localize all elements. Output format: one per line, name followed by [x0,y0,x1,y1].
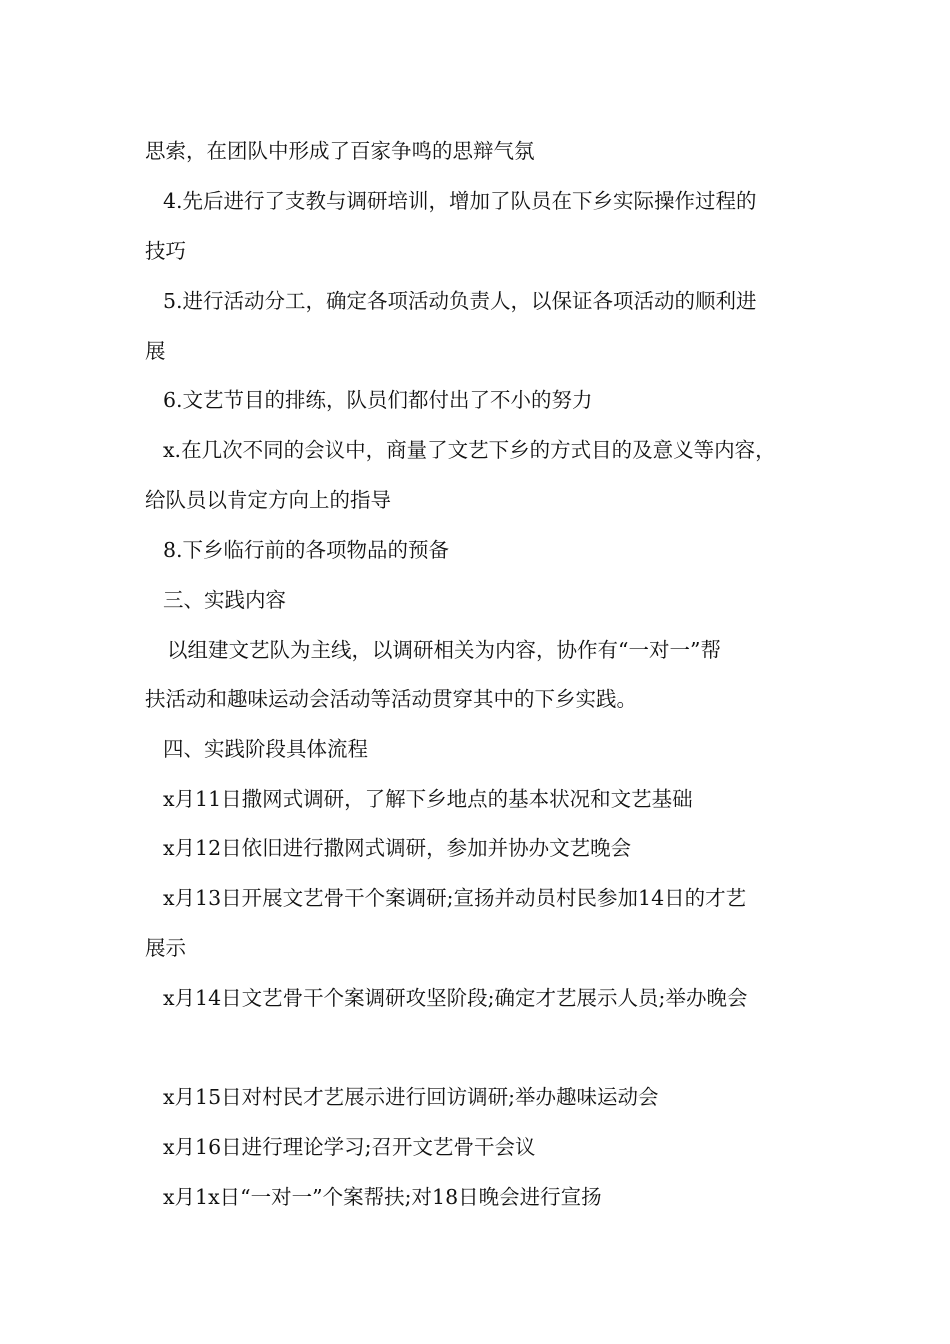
paragraph-line: 以组建文艺队为主线，以调研相关为内容，协作有“一对一”帮 [167,638,721,662]
schedule-item: x月15日对村民才艺展示进行回访调研;举办趣味运动会 [163,1085,659,1109]
paragraph-line: 展 [145,339,166,363]
paragraph-line: 5.进行活动分工，确定各项活动负责人，以保证各项活动的顺利进 [163,289,757,313]
paragraph-line: 扶活动和趣味运动会活动等活动贯穿其中的下乡实践。 [145,687,637,711]
paragraph-line: 4.先后进行了支教与调研培训，增加了队员在下乡实际操作过程的 [163,189,757,213]
schedule-item: x月13日开展文艺骨干个案调研;宣扬并动员村民参加14日的才艺 [163,886,747,910]
section-heading: 三、实践内容 [163,588,286,612]
paragraph-line: 技巧 [145,239,186,263]
paragraph-line: 给队员以肯定方向上的指导 [145,488,391,512]
schedule-item: x月1x日“一对一”个案帮扶;对18日晚会进行宣扬 [163,1185,602,1209]
paragraph-line: 8.下乡临行前的各项物品的预备 [163,538,450,562]
schedule-item: x月16日进行理论学习;召开文艺骨干会议 [163,1135,536,1159]
paragraph-line: 6.文艺节目的排练，队员们都付出了不小的努力 [163,388,593,412]
schedule-item: x月11日撒网式调研，了解下乡地点的基本状况和文艺基础 [163,787,693,811]
schedule-item: x月12日依旧进行撒网式调研，参加并协办文艺晚会 [163,836,632,860]
schedule-item: x月14日文艺骨干个案调研攻坚阶段;确定才艺展示人员;举办晚会 [163,986,748,1010]
paragraph-line: 展示 [145,936,186,960]
paragraph-line: 思索，在团队中形成了百家争鸣的思辩气氛 [145,139,535,163]
section-heading: 四、实践阶段具体流程 [163,737,368,761]
paragraph-line: x.在几次不同的会议中，商量了文艺下乡的方式目的及意义等内容， [163,438,776,462]
